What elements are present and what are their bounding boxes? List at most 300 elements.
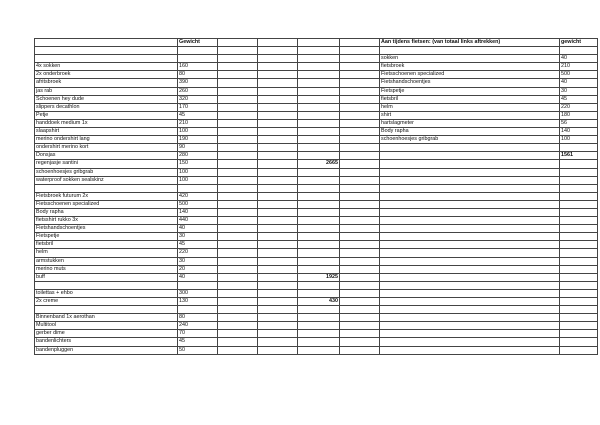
subtotal-cell[interactable]	[298, 152, 340, 160]
header-gewicht[interactable]: Gewicht	[178, 39, 218, 47]
cell[interactable]	[258, 265, 298, 273]
cell[interactable]	[340, 119, 380, 127]
item-cell[interactable]: armstukken	[35, 257, 178, 265]
cell[interactable]	[218, 111, 258, 119]
cell[interactable]	[218, 257, 258, 265]
weight-cell[interactable]: 80	[178, 71, 218, 79]
header-aan-tijdens-fietsen[interactable]: Aan tijdens fietsen: (van totaal links aftrekken)	[380, 39, 560, 47]
item-cell[interactable]: fietsbril	[35, 241, 178, 249]
subtotal-cell[interactable]	[298, 257, 340, 265]
ride-weight-cell[interactable]	[560, 217, 598, 225]
cell[interactable]	[258, 160, 298, 168]
cell[interactable]	[218, 55, 258, 63]
ride-weight-cell[interactable]	[560, 322, 598, 330]
weight-cell[interactable]: 170	[178, 103, 218, 111]
item-cell[interactable]: merino ondershirt lang	[35, 136, 178, 144]
cell[interactable]	[218, 273, 258, 281]
cell[interactable]	[258, 176, 298, 184]
subtotal-cell[interactable]	[298, 200, 340, 208]
cell[interactable]	[258, 119, 298, 127]
ride-item-cell[interactable]: fietsbroek	[380, 63, 560, 71]
item-cell[interactable]: 2x onderbroek	[35, 71, 178, 79]
item-cell[interactable]: Multitool	[35, 322, 178, 330]
item-cell[interactable]: slaapshirt	[35, 128, 178, 136]
ride-weight-cell[interactable]	[560, 346, 598, 354]
ride-weight-cell[interactable]	[560, 47, 598, 55]
item-cell[interactable]: Fietsbroek futurum 2x	[35, 192, 178, 200]
item-cell[interactable]	[35, 47, 178, 55]
cell[interactable]	[340, 217, 380, 225]
cell[interactable]	[218, 168, 258, 176]
item-cell[interactable]: Donsjas	[35, 152, 178, 160]
weight-cell[interactable]: 100	[178, 176, 218, 184]
cell[interactable]	[218, 241, 258, 249]
cell[interactable]	[258, 314, 298, 322]
cell[interactable]	[258, 217, 298, 225]
weight-cell[interactable]	[178, 55, 218, 63]
weight-cell[interactable]: 45	[178, 241, 218, 249]
subtotal-cell[interactable]	[298, 208, 340, 216]
ride-item-cell[interactable]: hartslagmeter	[380, 119, 560, 127]
cell[interactable]	[258, 257, 298, 265]
cell[interactable]	[218, 79, 258, 87]
subtotal-cell[interactable]: 2665	[298, 160, 340, 168]
cell[interactable]	[340, 314, 380, 322]
cell[interactable]	[340, 152, 380, 160]
ride-weight-cell[interactable]	[560, 338, 598, 346]
ride-weight-cell[interactable]	[560, 200, 598, 208]
ride-weight-cell[interactable]	[560, 289, 598, 297]
weight-cell[interactable]: 210	[178, 119, 218, 127]
item-cell[interactable]: handdoek medium 1x	[35, 119, 178, 127]
weight-cell[interactable]: 100	[178, 168, 218, 176]
weight-cell[interactable]: 420	[178, 192, 218, 200]
ride-weight-cell[interactable]	[560, 281, 598, 289]
item-cell[interactable]: gerber dime	[35, 330, 178, 338]
weight-cell[interactable]: 440	[178, 217, 218, 225]
ride-item-cell[interactable]	[380, 241, 560, 249]
ride-weight-cell[interactable]	[560, 330, 598, 338]
cell[interactable]	[340, 128, 380, 136]
cell[interactable]	[340, 265, 380, 273]
weight-cell[interactable]: 100	[178, 128, 218, 136]
cell[interactable]	[258, 281, 298, 289]
ride-weight-cell[interactable]	[560, 233, 598, 241]
ride-weight-cell[interactable]: 1561	[560, 152, 598, 160]
ride-weight-cell[interactable]	[560, 225, 598, 233]
ride-item-cell[interactable]	[380, 144, 560, 152]
ride-weight-cell[interactable]	[560, 298, 598, 306]
weight-cell[interactable]: 30	[178, 257, 218, 265]
cell[interactable]	[258, 306, 298, 314]
cell[interactable]	[258, 152, 298, 160]
ride-item-cell[interactable]	[380, 265, 560, 273]
item-cell[interactable]: Binnenband 1x aerothan	[35, 314, 178, 322]
weight-cell[interactable]: 45	[178, 111, 218, 119]
cell[interactable]	[258, 103, 298, 111]
item-cell[interactable]: regenjasje santini	[35, 160, 178, 168]
cell[interactable]	[218, 103, 258, 111]
cell[interactable]	[258, 249, 298, 257]
subtotal-cell[interactable]: 1925	[298, 273, 340, 281]
item-cell[interactable]: bandenlichters	[35, 338, 178, 346]
item-cell[interactable]: jas rab	[35, 87, 178, 95]
cell[interactable]	[218, 281, 258, 289]
ride-weight-cell[interactable]	[560, 265, 598, 273]
cell[interactable]	[218, 87, 258, 95]
header-right-gewicht[interactable]: gewicht	[560, 39, 598, 47]
cell[interactable]	[340, 47, 380, 55]
item-cell[interactable]: afritsbroek	[35, 79, 178, 87]
weight-cell[interactable]: 500	[178, 200, 218, 208]
subtotal-cell[interactable]	[298, 225, 340, 233]
cell[interactable]	[258, 144, 298, 152]
subtotal-cell[interactable]	[298, 47, 340, 55]
ride-weight-cell[interactable]	[560, 314, 598, 322]
subtotal-cell[interactable]	[298, 103, 340, 111]
ride-item-cell[interactable]	[380, 289, 560, 297]
ride-item-cell[interactable]: shirt	[380, 111, 560, 119]
cell[interactable]	[340, 71, 380, 79]
cell[interactable]	[258, 192, 298, 200]
cell[interactable]	[218, 200, 258, 208]
ride-weight-cell[interactable]	[560, 257, 598, 265]
item-cell[interactable]: bandenpluggen	[35, 346, 178, 354]
cell[interactable]	[258, 346, 298, 354]
ride-weight-cell[interactable]	[560, 192, 598, 200]
ride-item-cell[interactable]	[380, 200, 560, 208]
weight-cell[interactable]: 140	[178, 208, 218, 216]
weight-cell[interactable]: 300	[178, 289, 218, 297]
cell[interactable]	[258, 55, 298, 63]
item-cell[interactable]: Fietsschoenen specialized	[35, 200, 178, 208]
ride-item-cell[interactable]	[380, 338, 560, 346]
ride-weight-cell[interactable]	[560, 249, 598, 257]
ride-item-cell[interactable]: Fietspetje	[380, 87, 560, 95]
ride-item-cell[interactable]: Fietsschoenen specialized	[380, 71, 560, 79]
ride-weight-cell[interactable]: 56	[560, 119, 598, 127]
cell[interactable]	[258, 128, 298, 136]
cell[interactable]	[218, 306, 258, 314]
cell[interactable]	[218, 314, 258, 322]
ride-item-cell[interactable]	[380, 152, 560, 160]
cell[interactable]	[218, 71, 258, 79]
cell[interactable]	[218, 338, 258, 346]
weight-cell[interactable]: 160	[178, 63, 218, 71]
weight-cell[interactable]: 130	[178, 298, 218, 306]
ride-weight-cell[interactable]	[560, 241, 598, 249]
item-cell[interactable]: Petje	[35, 111, 178, 119]
item-cell[interactable]: Fietspetje	[35, 233, 178, 241]
ride-weight-cell[interactable]	[560, 160, 598, 168]
cell[interactable]	[340, 103, 380, 111]
subtotal-cell[interactable]	[298, 314, 340, 322]
ride-item-cell[interactable]	[380, 176, 560, 184]
cell[interactable]	[340, 168, 380, 176]
ride-weight-cell[interactable]: 140	[560, 128, 598, 136]
ride-item-cell[interactable]	[380, 281, 560, 289]
ride-weight-cell[interactable]: 220	[560, 103, 598, 111]
cell[interactable]	[218, 249, 258, 257]
cell[interactable]	[218, 289, 258, 297]
subtotal-cell[interactable]	[298, 184, 340, 192]
cell[interactable]	[340, 184, 380, 192]
ride-weight-cell[interactable]	[560, 144, 598, 152]
subtotal-cell[interactable]	[298, 79, 340, 87]
ride-item-cell[interactable]	[380, 217, 560, 225]
item-cell[interactable]: Fietshandschoentjes	[35, 225, 178, 233]
ride-item-cell[interactable]	[380, 160, 560, 168]
cell[interactable]	[218, 144, 258, 152]
cell[interactable]	[340, 241, 380, 249]
weight-cell[interactable]: 150	[178, 160, 218, 168]
item-cell[interactable]: toilettas + ehbo	[35, 289, 178, 297]
cell[interactable]	[340, 273, 380, 281]
subtotal-cell[interactable]	[298, 111, 340, 119]
cell[interactable]	[218, 39, 258, 47]
ride-weight-cell[interactable]	[560, 176, 598, 184]
ride-item-cell[interactable]: schoenhoesjes gribgrab	[380, 136, 560, 144]
cell[interactable]	[258, 241, 298, 249]
ride-item-cell[interactable]	[380, 322, 560, 330]
ride-item-cell[interactable]	[380, 192, 560, 200]
cell[interactable]	[258, 225, 298, 233]
cell[interactable]	[340, 111, 380, 119]
cell[interactable]	[340, 63, 380, 71]
ride-weight-cell[interactable]: 40	[560, 55, 598, 63]
cell[interactable]	[340, 289, 380, 297]
cell[interactable]	[340, 136, 380, 144]
weight-cell[interactable]: 70	[178, 330, 218, 338]
cell[interactable]	[340, 192, 380, 200]
weight-cell[interactable]: 320	[178, 95, 218, 103]
cell[interactable]	[218, 176, 258, 184]
subtotal-cell[interactable]	[298, 168, 340, 176]
cell[interactable]	[218, 330, 258, 338]
cell[interactable]	[218, 217, 258, 225]
item-cell[interactable]: ondershirt merino kort	[35, 144, 178, 152]
cell[interactable]	[340, 330, 380, 338]
cell[interactable]	[218, 298, 258, 306]
cell[interactable]	[218, 322, 258, 330]
cell[interactable]	[218, 192, 258, 200]
cell[interactable]	[298, 39, 340, 47]
subtotal-cell[interactable]	[298, 95, 340, 103]
weight-cell[interactable]: 40	[178, 225, 218, 233]
ride-weight-cell[interactable]	[560, 273, 598, 281]
ride-item-cell[interactable]	[380, 208, 560, 216]
cell[interactable]	[340, 346, 380, 354]
weight-cell[interactable]	[178, 281, 218, 289]
item-cell[interactable]	[35, 55, 178, 63]
ride-weight-cell[interactable]: 180	[560, 111, 598, 119]
item-cell[interactable]: fietsshirt rukko 3x	[35, 217, 178, 225]
cell[interactable]	[218, 160, 258, 168]
ride-weight-cell[interactable]: 210	[560, 63, 598, 71]
item-cell[interactable]: Body rapha	[35, 208, 178, 216]
ride-item-cell[interactable]	[380, 273, 560, 281]
cell[interactable]	[258, 322, 298, 330]
cell[interactable]	[258, 298, 298, 306]
cell[interactable]	[258, 184, 298, 192]
subtotal-cell[interactable]	[298, 176, 340, 184]
cell[interactable]	[340, 208, 380, 216]
cell[interactable]	[340, 55, 380, 63]
ride-weight-cell[interactable]: 40	[560, 79, 598, 87]
subtotal-cell[interactable]	[298, 249, 340, 257]
cell[interactable]	[340, 306, 380, 314]
ride-weight-cell[interactable]: 100	[560, 136, 598, 144]
subtotal-cell[interactable]	[298, 87, 340, 95]
weight-cell[interactable]: 390	[178, 79, 218, 87]
ride-weight-cell[interactable]: 30	[560, 87, 598, 95]
cell[interactable]	[258, 87, 298, 95]
ride-weight-cell[interactable]	[560, 184, 598, 192]
subtotal-cell[interactable]	[298, 281, 340, 289]
subtotal-cell[interactable]: 430	[298, 298, 340, 306]
weight-cell[interactable]: 40	[178, 273, 218, 281]
ride-item-cell[interactable]	[380, 233, 560, 241]
cell[interactable]	[218, 128, 258, 136]
cell[interactable]	[258, 63, 298, 71]
subtotal-cell[interactable]	[298, 136, 340, 144]
weight-cell[interactable]: 50	[178, 346, 218, 354]
cell[interactable]	[258, 168, 298, 176]
weight-cell[interactable]: 220	[178, 249, 218, 257]
subtotal-cell[interactable]	[298, 306, 340, 314]
cell[interactable]	[340, 257, 380, 265]
subtotal-cell[interactable]	[298, 71, 340, 79]
cell[interactable]	[258, 47, 298, 55]
cell[interactable]	[258, 111, 298, 119]
subtotal-cell[interactable]	[298, 241, 340, 249]
cell[interactable]	[340, 95, 380, 103]
ride-weight-cell[interactable]	[560, 208, 598, 216]
weight-cell[interactable]	[178, 47, 218, 55]
cell[interactable]	[258, 136, 298, 144]
ride-item-cell[interactable]	[380, 225, 560, 233]
item-cell[interactable]: 4x sokken	[35, 63, 178, 71]
cell[interactable]	[218, 95, 258, 103]
cell[interactable]	[340, 176, 380, 184]
cell[interactable]	[258, 79, 298, 87]
cell[interactable]	[258, 233, 298, 241]
cell[interactable]	[218, 225, 258, 233]
cell[interactable]	[340, 39, 380, 47]
ride-weight-cell[interactable]: 45	[560, 95, 598, 103]
subtotal-cell[interactable]	[298, 144, 340, 152]
ride-weight-cell[interactable]	[560, 306, 598, 314]
cell[interactable]	[218, 136, 258, 144]
weight-cell[interactable]: 30	[178, 233, 218, 241]
cell[interactable]	[340, 160, 380, 168]
cell[interactable]	[340, 79, 380, 87]
weight-cell[interactable]: 90	[178, 144, 218, 152]
ride-item-cell[interactable]	[380, 306, 560, 314]
item-cell[interactable]: buff	[35, 273, 178, 281]
item-cell[interactable]	[35, 306, 178, 314]
cell[interactable]	[258, 338, 298, 346]
cell[interactable]	[218, 47, 258, 55]
subtotal-cell[interactable]	[298, 119, 340, 127]
cell[interactable]	[340, 322, 380, 330]
weight-cell[interactable]: 280	[178, 152, 218, 160]
item-cell[interactable]: slippers decathlon	[35, 103, 178, 111]
ride-item-cell[interactable]	[380, 298, 560, 306]
ride-item-cell[interactable]: fietsbril	[380, 95, 560, 103]
cell[interactable]	[258, 200, 298, 208]
subtotal-cell[interactable]	[298, 322, 340, 330]
cell[interactable]	[258, 330, 298, 338]
ride-item-cell[interactable]: sokken	[380, 55, 560, 63]
ride-item-cell[interactable]	[380, 249, 560, 257]
weight-cell[interactable]: 190	[178, 136, 218, 144]
cell[interactable]	[340, 298, 380, 306]
ride-item-cell[interactable]	[380, 47, 560, 55]
subtotal-cell[interactable]	[298, 338, 340, 346]
cell[interactable]	[258, 39, 298, 47]
ride-weight-cell[interactable]	[560, 168, 598, 176]
cell[interactable]	[218, 152, 258, 160]
weight-cell[interactable]: 80	[178, 314, 218, 322]
item-cell[interactable]: 2x creme	[35, 298, 178, 306]
cell[interactable]	[340, 233, 380, 241]
ride-item-cell[interactable]: helm	[380, 103, 560, 111]
cell[interactable]	[218, 63, 258, 71]
weight-cell[interactable]: 240	[178, 322, 218, 330]
cell[interactable]	[340, 144, 380, 152]
weight-cell[interactable]	[178, 306, 218, 314]
item-cell[interactable]	[35, 281, 178, 289]
subtotal-cell[interactable]	[298, 192, 340, 200]
cell[interactable]	[218, 346, 258, 354]
item-cell[interactable]: Schoenen hey dude	[35, 95, 178, 103]
cell[interactable]	[340, 281, 380, 289]
weight-cell[interactable]: 260	[178, 87, 218, 95]
ride-item-cell[interactable]	[380, 184, 560, 192]
cell[interactable]	[340, 338, 380, 346]
ride-item-cell[interactable]	[380, 330, 560, 338]
ride-item-cell[interactable]: Body rapha	[380, 128, 560, 136]
weight-cell[interactable]: 45	[178, 338, 218, 346]
weight-cell[interactable]	[178, 184, 218, 192]
cell[interactable]	[340, 200, 380, 208]
cell[interactable]	[218, 233, 258, 241]
ride-weight-cell[interactable]: 500	[560, 71, 598, 79]
ride-item-cell[interactable]	[380, 314, 560, 322]
item-cell[interactable]	[35, 184, 178, 192]
cell[interactable]	[258, 273, 298, 281]
cell[interactable]	[35, 39, 178, 47]
subtotal-cell[interactable]	[298, 217, 340, 225]
cell[interactable]	[340, 225, 380, 233]
cell[interactable]	[218, 208, 258, 216]
cell[interactable]	[218, 184, 258, 192]
ride-item-cell[interactable]	[380, 346, 560, 354]
ride-item-cell[interactable]	[380, 168, 560, 176]
subtotal-cell[interactable]	[298, 265, 340, 273]
item-cell[interactable]: schoenhoesjes gribgrab	[35, 168, 178, 176]
subtotal-cell[interactable]	[298, 346, 340, 354]
subtotal-cell[interactable]	[298, 63, 340, 71]
ride-item-cell[interactable]: Fietshandschoentjes	[380, 79, 560, 87]
cell[interactable]	[340, 249, 380, 257]
item-cell[interactable]: merino muts	[35, 265, 178, 273]
subtotal-cell[interactable]	[298, 289, 340, 297]
weight-cell[interactable]: 20	[178, 265, 218, 273]
cell[interactable]	[218, 119, 258, 127]
cell[interactable]	[258, 289, 298, 297]
